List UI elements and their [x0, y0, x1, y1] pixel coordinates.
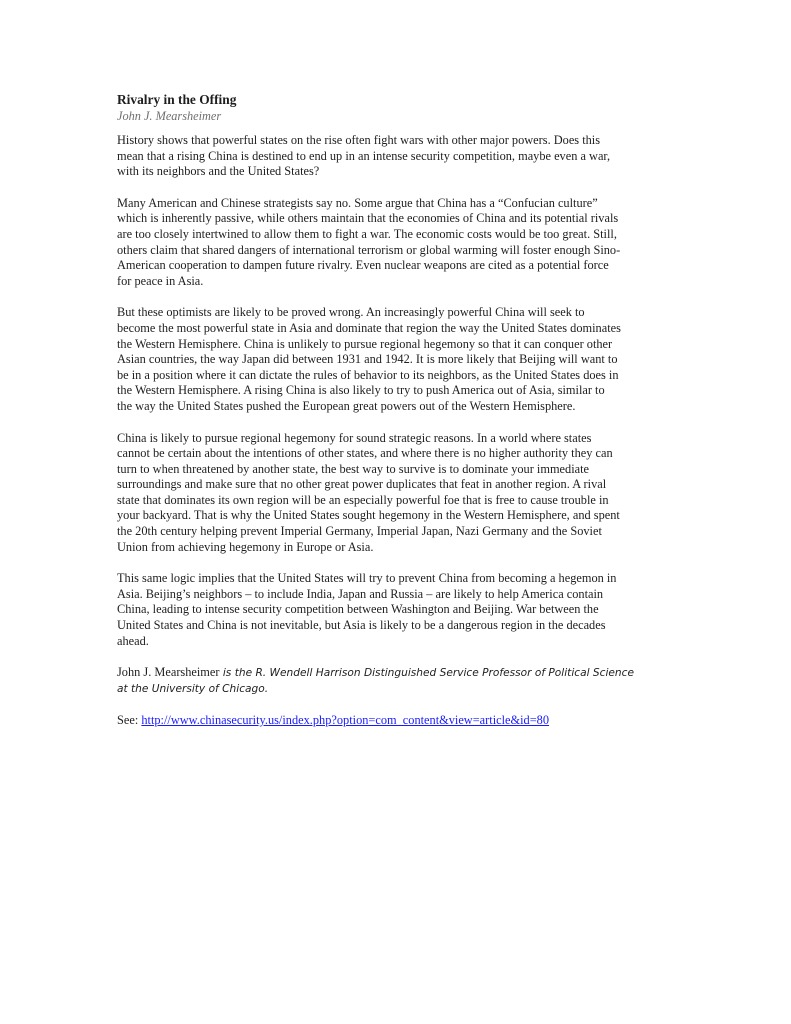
document-page [117, 92, 677, 729]
paragraph-5 [117, 571, 677, 649]
article-title: Rivalry in the Offing [117, 92, 237, 107]
paragraph-line: the Western Hemisphere. China is unlikely to pursue regional hegemony so that it can conquer other [117, 336, 613, 351]
paragraph-line: which is inherently passive, while others maintain that the economies of China and its potential rivals [117, 211, 619, 226]
bio-name: John J. Mearsheimer [117, 665, 220, 680]
paragraph-line: This same logic implies that the United States will try to prevent China from becoming a hegemon in [117, 571, 617, 586]
bio-title-continued: at the University of Chicago. [117, 682, 269, 695]
paragraph-line: the 20th century helping prevent Imperial Germany, Imperial Japan, Nazi Germany and the Soviet [117, 524, 602, 539]
paragraph-line: China, leading to intense security competition between Washington and Beijing. War between the [117, 602, 599, 617]
paragraph-line: United States and China is not inevitable, but Asia is likely to be a dangerous region in the decades [117, 618, 606, 633]
source-link[interactable]: http://www.chinasecurity.us/index.php?option=com_content&view=article&id=80 [141, 713, 550, 728]
paragraph-line: are too closely intertwined to allow them to fight a war. The economic costs would be too great. Still, [117, 226, 617, 241]
paragraph-line: History shows that powerful states on the rise often fight wars with other major powers. Does this [117, 133, 601, 147]
paragraph-line: your backyard. That is why the United States sought hegemony in the Western Hemisphere, and spent [117, 508, 620, 523]
paragraph-line: turn to when threatened by another state, the best way to survive is to dominate your immediate [117, 461, 590, 476]
paragraph-line: with its neighbors and the United States? [117, 164, 320, 179]
paragraph-line: become the most powerful state in Asia and dominate that region the way the United States dominates [117, 320, 621, 335]
paragraph-1 [117, 133, 677, 180]
source-label: See: [117, 713, 142, 728]
paragraph-line: state that dominates its own region will be an especially powerful foe that is free to cause trouble in [117, 492, 609, 507]
paragraph-line: ahead. [117, 633, 149, 648]
paragraph-line: But these optimists are likely to be proved wrong. An increasingly powerful China will seek to [117, 305, 585, 320]
paragraph-line: cannot be certain about the intentions of other states, and where there is no higher authority they can [117, 446, 613, 461]
paragraph-line: surroundings and make sure that no other great power duplicates that feat in another region. A rival [117, 477, 607, 492]
paragraph-line: Union from achieving hegemony in Europe or Asia. [117, 539, 374, 554]
source-row [117, 713, 677, 729]
paragraph-line: Many American and Chinese strategists say no. Some argue that China has a “Confucian culture” [117, 195, 598, 210]
bio-line [117, 665, 677, 682]
paragraph-line: the Western Hemisphere. A rising China is also likely to try to push America out of Asia, similar to [117, 383, 605, 398]
paragraph-line: Asia. Beijing’s neighbors – to include India, Japan and Russia – are likely to help America contain [117, 586, 604, 601]
paragraph-2 [117, 196, 677, 290]
bio-title: is the R. Wendell Harrison Distinguished Service Professor of Political Science [219, 667, 634, 680]
paragraph-line: Asian countries, the way Japan did between 1931 and 1942. It is more likely that Beijing will want to [117, 352, 618, 367]
paragraph-line: China is likely to pursue regional hegemony for sound strategic reasons. In a world where states [117, 430, 592, 445]
paragraph-line: the way the United States pushed the European great powers out of the Western Hemisphere. [117, 398, 576, 413]
source-line [117, 713, 677, 729]
paragraph-3 [117, 305, 677, 414]
paragraph-4 [117, 431, 677, 556]
author-bio [117, 665, 677, 697]
paragraph-line: American cooperation to dampen future rivalry. Even nuclear weapons are cited as a potential force [117, 258, 609, 273]
paragraph-line: mean that a rising China is destined to end up in an intense security competition, maybe even a war, [117, 148, 611, 163]
paragraph-line: for peace in Asia. [117, 273, 204, 288]
article-author: John J. Mearsheimer [117, 109, 222, 123]
paragraph-line: be in a position where it can dictate the rules of behavior to its neighbors, as the United States does in [117, 367, 619, 382]
paragraph-line: others claim that shared dangers of international terrorism or global warming will foster enough Sino- [117, 242, 621, 257]
